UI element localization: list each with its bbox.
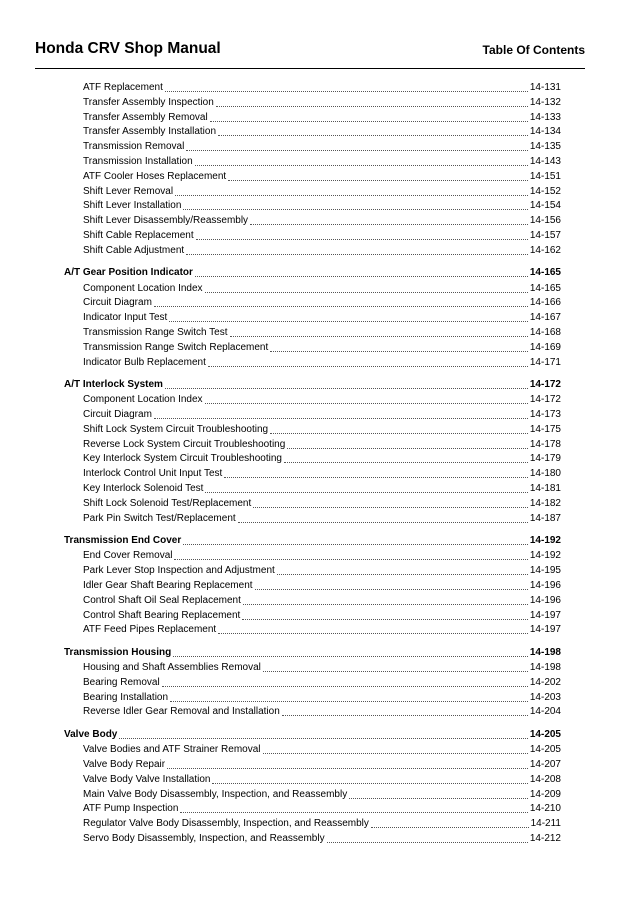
dot-leader (205, 391, 528, 404)
toc-entry[interactable] (83, 184, 561, 198)
toc-page-number: 14-135 (529, 141, 561, 153)
toc-entry-title: Shift Cable Replacement (83, 230, 194, 241)
dot-leader (165, 79, 528, 92)
toc-page-number: 14-178 (529, 438, 561, 450)
toc-entry-title: Idler Gear Shaft Bearing Replacement (83, 579, 253, 591)
page-header (35, 40, 585, 60)
toc-entry[interactable] (83, 622, 561, 636)
toc-entry-title: Shift Lock System Circuit Troubleshooting (83, 423, 269, 435)
toc-entry-title: Control Shaft Oil Seal Replacement (83, 594, 241, 606)
toc-entry-title: Servo Body Disassembly, Inspection, and Reassembly (83, 832, 325, 844)
dot-leader (205, 280, 528, 293)
toc-entry-title: Valve Body Valve Installation (83, 773, 211, 785)
toc-entry-title: ATF Feed Pipes Replacement (83, 624, 217, 636)
dot-leader (253, 495, 528, 508)
toc-page-number: 14-205 (529, 744, 561, 756)
toc-entry[interactable] (83, 801, 561, 815)
dot-leader (186, 242, 528, 255)
toc-page-number: 14-171 (529, 356, 561, 368)
dot-leader (210, 109, 528, 122)
toc-entry-title: Housing and Shaft Assemblies Removal (83, 662, 261, 673)
toc-entry[interactable] (83, 496, 561, 510)
toc-page-number: 14-169 (529, 341, 561, 353)
toc-page-number: 14-132 (529, 96, 561, 108)
dot-leader (183, 197, 527, 210)
dot-leader (167, 756, 528, 769)
toc-page-number: 14-196 (529, 579, 561, 591)
toc-entry-title: Key Interlock Solenoid Test (83, 483, 204, 494)
dot-leader (170, 689, 528, 702)
toc-entry[interactable] (83, 154, 561, 168)
toc-page-number: 14-196 (529, 594, 561, 606)
toc-page-number: 14-195 (529, 565, 561, 577)
toc-entry-title: Bearing Removal (83, 676, 160, 688)
dot-leader (183, 532, 528, 545)
dot-leader (216, 94, 528, 107)
toc-entry-title: Reverse Lock System Circuit Troubleshooting (83, 438, 286, 450)
dot-leader (162, 674, 528, 687)
toc-page-number: 14-173 (529, 409, 561, 420)
toc-page-number: 14-165 (529, 282, 561, 294)
header-rule (35, 68, 585, 69)
toc-entry-title: Park Pin Switch Test/Replacement (83, 512, 236, 524)
toc-entry[interactable] (83, 110, 561, 124)
toc-section-heading[interactable] (64, 645, 561, 659)
toc-page-number: 14-166 (529, 297, 561, 309)
toc-page-number: 14-181 (529, 483, 561, 494)
toc-page-number: 14-205 (529, 728, 561, 740)
toc-entry[interactable] (83, 213, 561, 227)
toc-entry-title: ATF Replacement (83, 82, 163, 93)
dot-leader (218, 621, 528, 634)
toc-page-number: 14-157 (529, 230, 561, 241)
toc-entry[interactable] (83, 593, 561, 607)
dot-leader (255, 577, 528, 590)
dot-leader (250, 212, 528, 225)
dot-leader (263, 741, 528, 754)
toc-entry[interactable] (83, 281, 561, 295)
dot-leader (208, 354, 528, 367)
toc-entry-title: Reverse Idler Gear Removal and Installation (83, 706, 280, 718)
toc-entry-title: Component Location Index (83, 394, 203, 406)
toc-page-number: 14-172 (529, 394, 561, 406)
toc-page-number: 14-197 (529, 624, 561, 636)
toc-entry[interactable] (83, 139, 561, 153)
toc-page-number: 14-179 (529, 453, 561, 465)
dot-leader (165, 376, 528, 389)
dot-leader (228, 168, 528, 181)
toc-entry-title: Shift Lever Removal (83, 185, 174, 197)
toc-entry-title: Transfer Assembly Inspection (83, 96, 214, 108)
toc-page-number: 14-165 (529, 267, 561, 279)
dot-leader (195, 153, 528, 166)
toc-entry-title: Park Lever Stop Inspection and Adjustment (83, 565, 275, 577)
dot-leader (238, 510, 528, 523)
dot-leader (212, 771, 527, 784)
dot-leader (175, 183, 528, 196)
dot-leader (173, 644, 528, 657)
dot-leader (282, 703, 528, 716)
toc-page-number: 14-197 (529, 609, 561, 621)
toc-entry[interactable] (83, 437, 561, 451)
toc-entry[interactable] (83, 295, 561, 309)
dot-leader (195, 264, 528, 277)
toc-entry-title: Transmission Housing (64, 646, 172, 658)
dot-leader (263, 659, 528, 672)
toc-section-heading[interactable] (64, 727, 561, 741)
dot-leader (270, 339, 528, 352)
toc-entry-title: ATF Cooler Hoses Replacement (83, 170, 227, 182)
toc-page-number: 14-192 (529, 550, 561, 562)
toc-page-number: 14-192 (529, 534, 561, 546)
toc-entry-title: Regulator Valve Body Disassembly, Inspection, and Reassembly (83, 818, 369, 830)
dot-leader (230, 324, 528, 337)
toc-entry[interactable] (83, 243, 561, 257)
toc-entry-title: Transfer Assembly Removal (83, 111, 208, 123)
toc-entry[interactable] (83, 690, 561, 704)
toc-page-number: 14-172 (529, 378, 561, 390)
toc-entry-title: Valve Body (64, 728, 118, 740)
toc-entry-title: Circuit Diagram (83, 409, 152, 420)
dot-leader (196, 227, 528, 240)
toc-entry[interactable] (83, 80, 561, 94)
toc-page-number: 14-210 (529, 803, 561, 815)
toc-entry-title: Interlock Control Unit Input Test (83, 468, 223, 480)
toc-entry-title: Valve Bodies and ATF Strainer Removal (83, 744, 261, 756)
toc-entry-title: Shift Cable Adjustment (83, 244, 185, 256)
toc-entry[interactable] (83, 198, 561, 212)
dot-leader (119, 726, 528, 739)
toc-entry-title: Transfer Assembly Installation (83, 126, 217, 138)
toc-page-number: 14-162 (529, 244, 561, 256)
dot-leader (277, 562, 528, 575)
toc-entry[interactable] (83, 228, 561, 242)
toc-page-number: 14-156 (529, 215, 561, 227)
dot-leader (243, 592, 528, 605)
toc-entry-title: Shift Lock Solenoid Test/Replacement (83, 497, 252, 509)
toc-entry[interactable] (83, 407, 561, 421)
toc-entry-title: Transmission Range Switch Replacement (83, 341, 269, 353)
toc-entry-title: A/T Interlock System (64, 378, 163, 390)
toc-entry-title: Bearing Installation (83, 691, 169, 703)
toc-entry[interactable] (83, 742, 561, 756)
toc-entry-title: Control Shaft Bearing Replacement (83, 609, 241, 621)
toc-entry[interactable] (83, 831, 561, 845)
toc-page-number: 14-198 (529, 646, 561, 658)
toc-page-number: 14-211 (530, 818, 561, 830)
toc-entry[interactable] (83, 660, 561, 674)
dot-leader (180, 800, 527, 813)
toc-entry-title: Main Valve Body Disassembly, Inspection, and Reassembly (83, 788, 348, 800)
dot-leader (371, 815, 529, 828)
toc-entry-title: ATF Pump Inspection (83, 803, 179, 815)
toc-page-number: 14-152 (529, 185, 561, 197)
toc-page-number: 14-154 (529, 200, 561, 212)
toc-entry-title: Transmission Installation (83, 156, 193, 167)
toc-entry[interactable] (83, 608, 561, 622)
dot-leader (169, 309, 528, 322)
dot-leader (174, 547, 527, 560)
toc-entry[interactable] (83, 511, 561, 525)
toc-entry[interactable] (83, 787, 561, 801)
toc-entry[interactable] (83, 392, 561, 406)
toc-page-number: 14-175 (529, 423, 561, 435)
toc-page-number: 14-198 (529, 662, 561, 673)
toc-page-number: 14-208 (529, 773, 561, 785)
toc-page-number: 14-203 (529, 691, 561, 703)
dot-leader (270, 421, 528, 434)
toc-entry[interactable] (83, 757, 561, 771)
toc-entry-title: A/T Gear Position Indicator (64, 267, 193, 279)
dot-leader (154, 406, 528, 419)
dot-leader (154, 294, 528, 307)
toc-page-number: 14-168 (529, 326, 561, 338)
toc-page-number: 14-212 (529, 832, 561, 844)
toc-entry-title: Circuit Diagram (83, 297, 152, 309)
toc-page-number: 14-209 (529, 788, 561, 800)
dot-leader (186, 138, 528, 151)
dot-leader (242, 607, 528, 620)
toc-entry-title: Transmission Range Switch Test (83, 326, 228, 338)
toc-entry[interactable] (83, 481, 561, 495)
toc-entry-title: Shift Lever Disassembly/Reassembly (83, 215, 249, 227)
toc-section-heading[interactable] (64, 533, 561, 547)
dot-leader (205, 480, 527, 493)
dot-leader (349, 786, 528, 799)
toc-page-number: 14-143 (529, 156, 561, 167)
toc-entry[interactable] (83, 422, 561, 436)
toc-page-number: 14-134 (529, 126, 561, 138)
toc-page-number: 14-187 (529, 512, 561, 524)
toc-entry[interactable] (83, 124, 561, 138)
toc-page-number: 14-202 (529, 676, 561, 688)
dot-leader (327, 830, 528, 843)
toc-entry-title: Transmission End Cover (64, 534, 182, 546)
dot-leader (218, 123, 528, 136)
section-title: Table Of Contents (482, 43, 585, 57)
toc-page-number: 14-167 (529, 312, 561, 324)
toc-entry[interactable] (83, 95, 561, 109)
toc-page-number: 14-204 (529, 706, 561, 718)
toc-page-number: 14-182 (529, 497, 561, 509)
toc-page-number: 14-131 (529, 82, 561, 93)
toc-entry[interactable] (83, 772, 561, 786)
toc-entry[interactable] (83, 355, 561, 369)
toc-section-heading[interactable] (64, 377, 561, 391)
dot-leader (284, 450, 528, 463)
toc-entry[interactable] (83, 451, 561, 465)
dot-leader (287, 436, 528, 449)
toc-entry-title: Shift Lever Installation (83, 200, 182, 212)
toc-entry[interactable] (83, 325, 561, 339)
toc-entry-title: Transmission Removal (83, 141, 185, 153)
toc-entry[interactable] (83, 675, 561, 689)
toc-entry-title: Component Location Index (83, 282, 203, 294)
toc-page-number: 14-133 (529, 111, 561, 123)
toc-entry[interactable] (83, 578, 561, 592)
toc-entry[interactable] (83, 466, 561, 480)
toc-page-number: 14-207 (529, 758, 561, 770)
dot-leader (224, 465, 528, 478)
toc-entry[interactable] (83, 704, 561, 718)
toc-page-number: 14-180 (529, 468, 561, 480)
toc-entry-title: End Cover Removal (83, 550, 173, 562)
toc-entry-title: Indicator Bulb Replacement (83, 356, 206, 368)
toc-page-number: 14-151 (529, 170, 561, 182)
toc-entry-title: Key Interlock System Circuit Troubleshooting (83, 453, 282, 465)
toc-section-heading[interactable] (64, 265, 561, 279)
toc-entry[interactable] (83, 816, 561, 830)
toc-entry[interactable] (83, 563, 561, 577)
manual-title: Honda CRV Shop Manual (35, 40, 221, 57)
toc-entry-title: Indicator Input Test (83, 312, 168, 324)
toc-entry[interactable] (83, 340, 561, 354)
toc-entry[interactable] (83, 310, 561, 324)
toc-entry[interactable] (83, 169, 561, 183)
toc-entry[interactable] (83, 548, 561, 562)
toc-entry-title: Valve Body Repair (83, 758, 166, 770)
